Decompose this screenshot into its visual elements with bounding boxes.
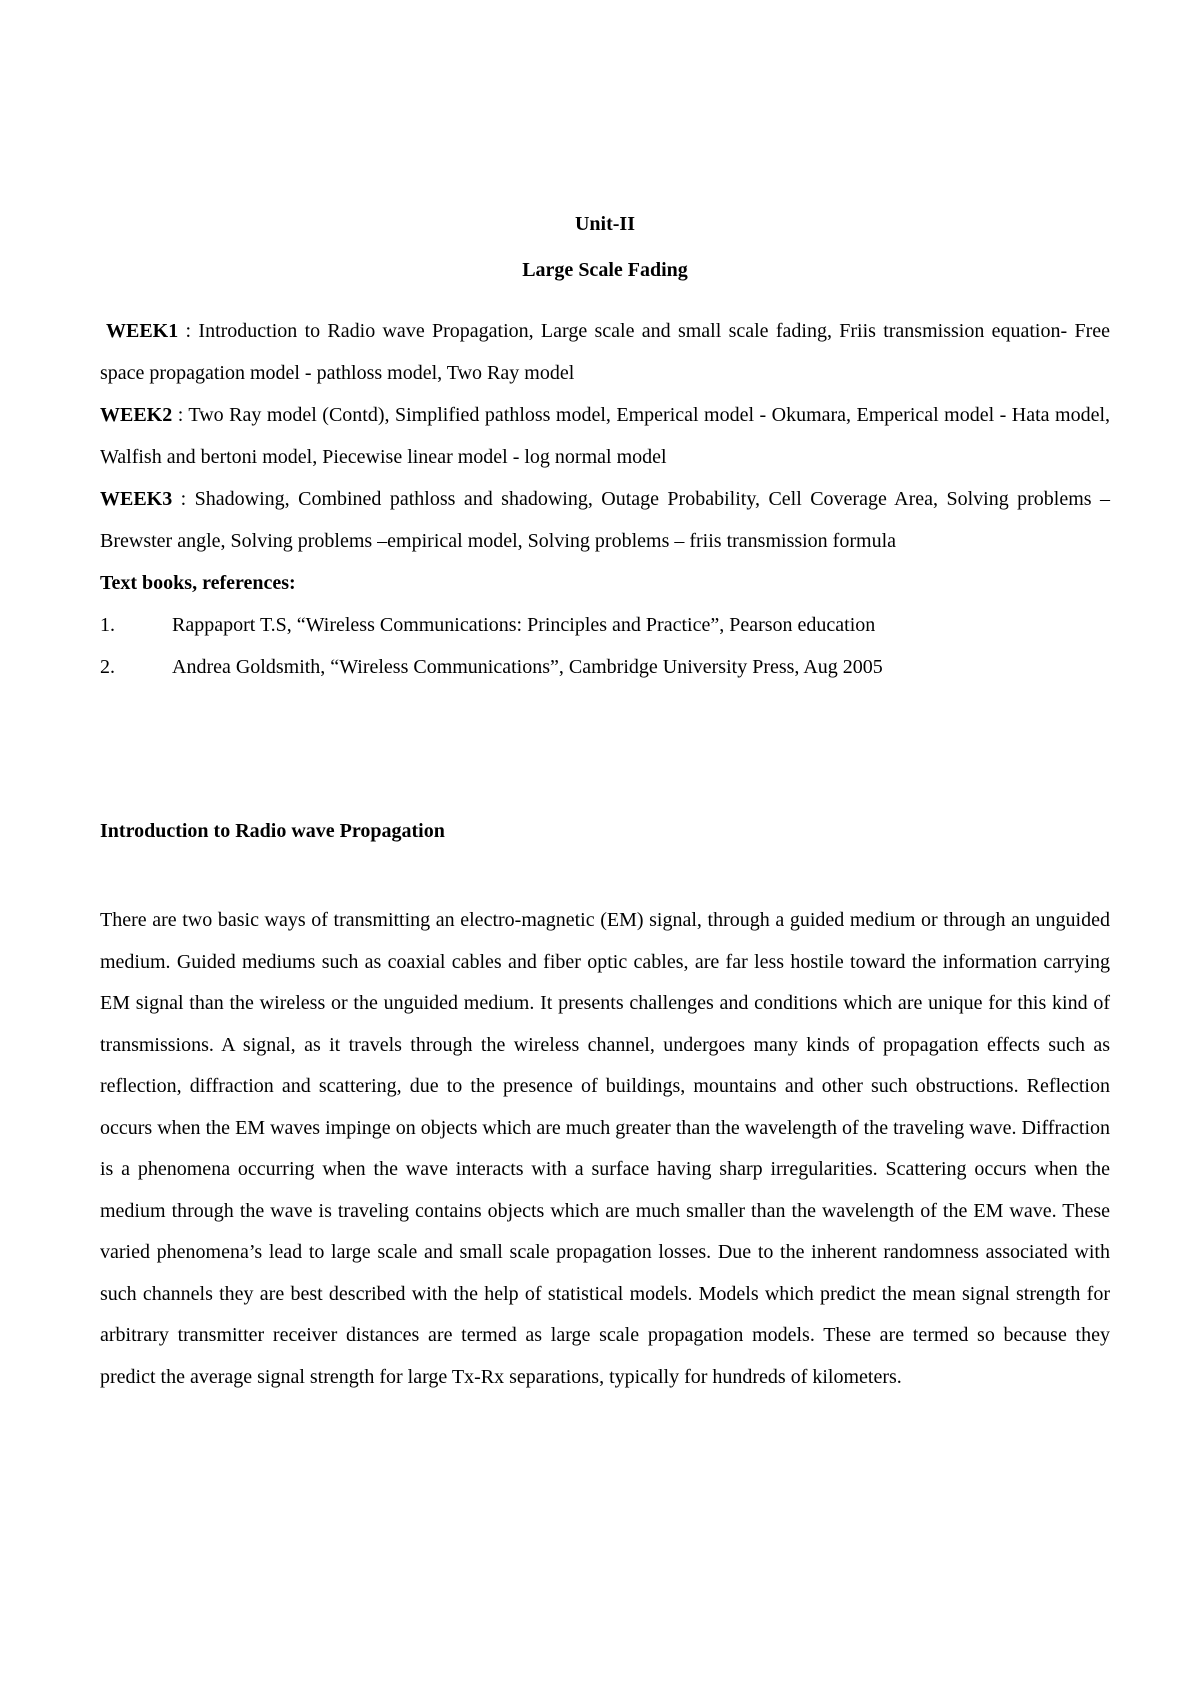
week-2-label: WEEK2 [100, 404, 173, 426]
section-body-paragraph: There are two basic ways of transmitting an electro-magnetic (EM) signal, through a guided medium or through an unguided medium. Guided mediums such as coaxial cables and fiber optic cables, are far less hostile toward the information carrying EM signal than the wireless or the unguided medium. It presents challenges and conditions which are unique for this kind of transmissions. A signal, as it travels through the wireless channel, undergoes many kinds of propagation effects such as reflection, diffraction and scattering, due to the presence of buildings, mountains and other such obstructions. Reflection occurs when the EM waves impinge on objects which are much greater than the wavelength of the traveling wave. Diffraction is a phenomena occurring when the wave interacts with a surface having sharp irregularities. Scattering occurs when the medium through the wave is traveling contains objects which are much smaller than the wavelength of the EM wave. These varied phenomena’s lead to large scale and small scale propagation losses. Due to the inherent randomness associated with such channels they are best described with the help of statistical models. Models which predict the mean signal strength for arbitrary transmitter receiver distances are termed as large scale propagation models. These are termed so because they predict the average signal strength for large Tx-Rx separations, typically for hundreds of kilometers. [100, 909, 1110, 1388]
references-title: Text books, references: [100, 572, 296, 594]
syllabus-block [100, 310, 1110, 688]
section-heading: Introduction to Radio wave Propagation [100, 820, 445, 842]
reference-number: 1. [100, 614, 115, 636]
week-1-text: : Introduction to Radio wave Propagation, Large scale and small scale fading, Friis transmission equation- Free space propagation model - pathloss model, Two Ray model [100, 320, 1110, 384]
week-1-label: WEEK1 [106, 320, 179, 342]
week-3-label: WEEK3 [100, 488, 173, 510]
week-3-entry [100, 478, 1110, 562]
reference-item [100, 604, 1110, 646]
week-2-text: : Two Ray model (Contd), Simplified pathloss model, Emperical model - Okumara, Emperical model - Hata model, Walfish and bertoni model, Piecewise linear model - log normal model [100, 404, 1110, 468]
week-1-entry [100, 310, 1110, 394]
reference-text: Rappaport T.S, “Wireless Communications: Principles and Practice”, Pearson education [172, 614, 876, 636]
unit-title: Unit-II [574, 213, 635, 235]
reference-item [100, 646, 1110, 688]
unit-subtitle: Large Scale Fading [522, 259, 688, 281]
week-3-text: : Shadowing, Combined pathloss and shadowing, Outage Probability, Cell Coverage Area, Solving problems – Brewster angle, Solving problems –empirical model, Solving problems – friis transmission formula [100, 488, 1110, 552]
reference-text: Andrea Goldsmith, “Wireless Communications”, Cambridge University Press, Aug 2005 [172, 656, 883, 678]
reference-number: 2. [100, 656, 115, 678]
week-2-entry [100, 394, 1110, 478]
